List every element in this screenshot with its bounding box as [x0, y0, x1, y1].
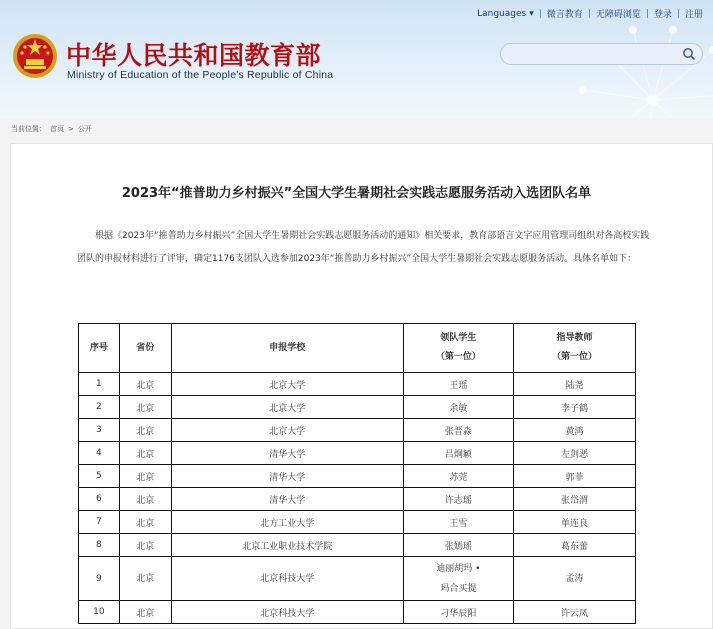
col-header-teacher-line2: （第一位）	[552, 352, 598, 362]
cell-school: 清华大学	[171, 465, 403, 488]
cell-teacher: 许云凤	[514, 601, 636, 624]
cell-teacher: 左剑恶	[514, 442, 636, 465]
table-row	[79, 465, 636, 488]
site-title-cn[interactable]: 中华人民共和国教育部	[66, 41, 322, 70]
cell-leader: 刁华辰阳	[403, 601, 513, 624]
cell-school: 北京大学	[171, 419, 403, 442]
breadcrumb-home[interactable]: 首页	[50, 125, 64, 133]
cell-province: 北京	[119, 511, 171, 534]
cell-teacher: 李子鹤	[514, 396, 636, 419]
cell-province: 北京	[119, 373, 171, 396]
accessibility-link[interactable]: 无障碍浏览	[595, 10, 641, 20]
site-title-en: Ministry of Education of the People's Republic of China	[67, 69, 334, 81]
breadcrumb	[11, 124, 92, 134]
col-header-leader	[403, 324, 513, 373]
article-paragraph: 根据《2023年“推普助力乡村振兴”全国大学生暑期社会实践志愿服务活动的通知》相关要求，教育部语言文字应用管理司组织对各高校实践团队的申报材料进行了评审，确定1176支团队入选参加2023年“推普助力乡村振兴”全国大学生暑期社会实践志愿服务活动。具体名单如下：	[77, 231, 650, 264]
col-header-province: 省份	[119, 324, 171, 373]
cell-province: 北京	[119, 488, 171, 511]
table-row	[79, 396, 636, 419]
cell-school: 清华大学	[171, 442, 403, 465]
cell-school: 北京工业职业技术学院	[171, 534, 403, 557]
cell-province: 北京	[119, 557, 171, 601]
table-row	[79, 419, 636, 442]
cell-leader: 王雪	[403, 511, 513, 534]
table-row	[79, 557, 636, 601]
breadcrumb-public[interactable]: 公开	[77, 125, 92, 133]
site-header	[0, 0, 713, 118]
cell-teacher: 黄鸿	[514, 419, 636, 442]
table-row	[79, 511, 636, 534]
cell-leader: 张晋淼	[403, 419, 513, 442]
breadcrumb-prefix: 当前位置：	[11, 125, 46, 133]
cell-teacher: 单连良	[514, 511, 636, 534]
cell-index: 6	[79, 488, 120, 511]
cell-leader: 张嫣瑶	[403, 534, 513, 557]
cell-leader: 吕炯颖	[403, 442, 513, 465]
cell-index: 10	[79, 601, 120, 624]
search-box	[500, 43, 703, 65]
cell-school: 北京科技大学	[171, 601, 403, 624]
cell-leader-line1: 迪丽胡玛 •	[436, 563, 481, 574]
cell-index: 5	[79, 465, 120, 488]
cell-school: 北京大学	[171, 396, 403, 419]
col-header-leader-line2: （第一位）	[435, 352, 481, 362]
table-header-row	[79, 324, 636, 373]
cell-index: 2	[79, 396, 120, 419]
cell-province: 北京	[119, 601, 171, 624]
search-icon[interactable]	[682, 47, 696, 61]
table-row	[79, 442, 636, 465]
top-links: Languages ▾ | 微言教育 | 无障碍浏览 | 登录 | 注册	[477, 8, 703, 20]
cell-index: 3	[79, 419, 120, 442]
col-header-school: 申报学校	[171, 324, 403, 373]
cell-leader: 余敏	[403, 396, 513, 419]
cell-leader: 苏莞	[403, 465, 513, 488]
cell-province: 北京	[119, 442, 171, 465]
search-input[interactable]	[511, 47, 676, 61]
languages-menu[interactable]	[477, 9, 534, 19]
cell-school: 北京大学	[171, 373, 403, 396]
article-body	[77, 225, 657, 271]
cell-province: 北京	[119, 396, 171, 419]
col-header-index: 序号	[79, 324, 120, 373]
cell-index: 8	[79, 534, 120, 557]
cell-teacher: 郭菲	[514, 465, 636, 488]
col-header-teacher	[514, 324, 636, 373]
cell-index: 7	[79, 511, 120, 534]
national-emblem-icon	[12, 33, 58, 79]
cell-index: 4	[79, 442, 120, 465]
table-row	[79, 488, 636, 511]
cell-province: 北京	[119, 419, 171, 442]
cell-province: 北京	[119, 465, 171, 488]
cell-school: 北京科技大学	[171, 557, 403, 601]
cell-school: 清华大学	[171, 488, 403, 511]
cell-school: 北方工业大学	[171, 511, 403, 534]
table-row	[79, 373, 636, 396]
table-row	[79, 534, 636, 557]
article-title: 2023年“推普助力乡村振兴”全国大学生暑期社会实践志愿服务活动入选团队名单	[121, 186, 592, 201]
login-link[interactable]: 登录	[653, 10, 672, 20]
cell-teacher: 张岱渭	[514, 488, 636, 511]
cell-leader	[403, 557, 513, 601]
cell-teacher: 孟涛	[514, 557, 636, 601]
cell-teacher: 陆尧	[514, 373, 636, 396]
cell-leader: 许志瑶	[403, 488, 513, 511]
cell-leader-line2: 玛合买提	[440, 583, 477, 594]
cell-index: 1	[79, 373, 120, 396]
cell-teacher: 葛东蕾	[514, 534, 636, 557]
languages-label: Languages	[477, 8, 527, 19]
weiyan-link[interactable]: 微言教育	[546, 10, 583, 20]
breadcrumb-separator: >	[68, 125, 74, 133]
register-link[interactable]: 注册	[684, 10, 703, 20]
col-header-teacher-line1: 指导教师	[556, 333, 593, 343]
team-list-table	[78, 323, 636, 624]
cell-leader: 王瑶	[403, 373, 513, 396]
table-row	[79, 601, 636, 624]
cell-province: 北京	[119, 534, 171, 557]
col-header-leader-line1: 领队学生	[440, 333, 477, 343]
chevron-down-icon: ▾	[529, 8, 534, 19]
cell-index: 9	[79, 557, 120, 601]
